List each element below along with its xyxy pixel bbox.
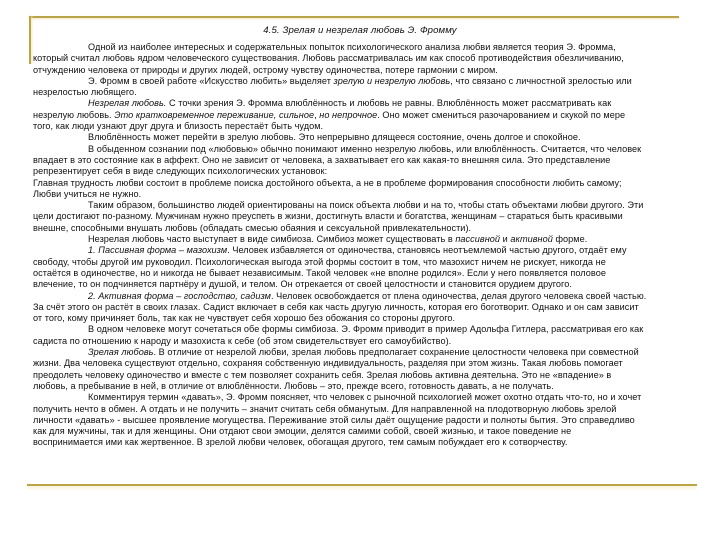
emphasis-text: 1. Пассивная форма – мазохизм <box>88 245 228 256</box>
emphasis-text: Зрелая любовь <box>88 347 154 358</box>
emphasis-text: зрелую и незрелую любовь <box>333 75 451 86</box>
text-run: воспринимается ими как жертвенное. В зрелой любви человек, обогащая другого, тем самым побуждает его к сотворчеству. <box>33 437 568 448</box>
document-title: 4.5. Зрелая и незрелая любовь Э. Фромму <box>263 25 457 36</box>
text-run: отчуждению человека от природы и других людей, острому чувству одиночества, потере гармонии с миром. <box>33 64 498 75</box>
text-line <box>33 87 695 98</box>
text-run: цели достигают по-разному. Мужчинам нужно преуспеть в жизни, достигнуть власти и богатства, женщинам – стараться быть красивыми <box>33 211 623 222</box>
text-line <box>33 155 695 166</box>
text-line <box>33 302 695 313</box>
text-run: от того, кому причиняет боль, так как не чувствует себя хорошо без обожания со стороны другого. <box>33 313 456 324</box>
text-line <box>33 279 695 290</box>
text-line <box>33 42 695 53</box>
text-run: незрелую любовь. <box>33 109 115 120</box>
text-run: . Человек освобождается от плена одиночества, делая другого человека своей частью. <box>270 290 647 301</box>
text-run: садиста по отношению к народу и мазохиста к себе (об этом свидетельствует его самоубийство). <box>33 335 452 346</box>
text-run: влечение, то он подчиняется партнёру и душой, и телом. Он отрекается от своей целостности и становится орудием другого. <box>33 279 572 290</box>
text-run: внешне, способными внушать любовь (обладать смесью обаяния и сексуальной привлекательности). <box>33 222 472 233</box>
text-run: Комментируя термин «давать», Э. Фромм поясняет, что человек с рыночной психологией может охотно отдать что-то, но и хочет <box>88 392 642 403</box>
emphasis-text: пассивной <box>455 234 501 245</box>
document-body <box>33 42 695 449</box>
frame-bottom-border <box>27 484 697 486</box>
text-run: Таким образом, большинство людей ориентированы на поиск объекта любви и на то, чтобы стать объектами любви другого. Эти <box>88 200 644 211</box>
text-line <box>33 166 695 177</box>
text-run: Любви учиться не нужно. <box>33 188 142 199</box>
text-run: В одном человеке могут сочетаться обе формы симбиоза. Э. Фромм приводит в пример Адольфа Гитлера, рассматривая его как <box>88 324 644 335</box>
text-line <box>33 76 695 87</box>
text-line <box>33 211 695 222</box>
frame-left-border <box>29 16 31 64</box>
text-line <box>33 53 695 64</box>
text-run: который считал любовь ядром человеческого существования. Любовь рассматривалась им как способ противодействия обезличиванию, <box>33 53 624 64</box>
text-line <box>33 189 695 200</box>
text-run: любовь, а пребывание в ней, в отличие от влюблённости. Любовь – это, прежде всего, готовность давать, а не получать. <box>33 380 554 391</box>
text-line <box>33 336 695 347</box>
text-run: Одной из наиболее интересных и содержательных попыток психологического анализа любви является теория Э. Фромма, <box>88 42 616 52</box>
text-run: . В отличие от незрелой любви, зрелая любовь предполагает сохранение целостности человека при совместной <box>153 347 639 358</box>
text-run: За счёт этого он растёт в своих глазах. Садист включает в себя как часть другую личность, которая его боготворит. Однако и он сам зависит <box>33 301 639 312</box>
text-line <box>33 404 695 415</box>
text-run: , <box>314 109 320 120</box>
text-line <box>33 65 695 76</box>
emphasis-text: 2. Активная форма – господство, садизм <box>88 290 271 301</box>
text-line <box>33 313 695 324</box>
text-line <box>33 392 695 403</box>
text-run: остаётся в одиночестве, но и никогда не бывает независимым. Такой человек «не вполне родился». Если у него появляется половое <box>33 267 606 278</box>
text-run: Влюблённость может перейти в зрелую любовь. Это непрерывно длящееся состояние, очень долгое и спокойное. <box>88 132 581 143</box>
text-run: Главная трудность любви состоит в проблеме поиска достойного объекта, а не в проблеме формирования способности любить самому; <box>33 177 622 188</box>
text-line <box>33 223 695 234</box>
text-line <box>33 358 695 369</box>
text-run: незрелостью любящего. <box>33 87 137 98</box>
text-line <box>33 234 695 245</box>
text-run: получить нечто в обмен. А отдать и не получить – значит считать себя обманутым. Для направленной на плодотворную любовь зрелой <box>33 403 617 414</box>
text-run: С точки зрения Э. Фромма влюблённость и любовь не равны. Влюблённость может рассматривать как <box>166 98 612 109</box>
text-run: того, как люди узнают друг друга и близость перестаёт быть чудом. <box>33 121 324 132</box>
text-line <box>33 347 695 358</box>
text-line <box>33 178 695 189</box>
text-run: свободу, чтобы другой им руководил. Психологическая выгода этой формы состоит в том, что мазохист ничем не рискует, никогда не <box>33 256 606 267</box>
frame-top-border <box>29 16 679 18</box>
text-line <box>33 437 695 448</box>
text-run: . Оно может смениться разочарованием и скукой по мере <box>377 109 626 120</box>
text-line <box>33 381 695 392</box>
text-run: как для мужчины, так и для женщины. Они отдают свои эмоции, делятся самими собой, своей жизнью, и такое поведение не <box>33 426 572 437</box>
text-run: форме. <box>552 234 588 245</box>
text-run: и <box>500 234 511 245</box>
text-run: В обыденном сознании под «любовью» обычно понимают именно незрелую любовь, или влюблённость. Считается, что человек <box>88 143 642 154</box>
text-run: жизни. Два человека существуют отдельно, сохраняя собственную индивидуальность, разделяя при этом жизнь. Такая любовь помогает <box>33 358 623 369</box>
text-line <box>33 121 695 132</box>
text-line <box>33 132 695 143</box>
text-line <box>33 245 695 256</box>
text-run: , что связано с личностной зрелостью или <box>450 75 632 86</box>
text-line <box>33 98 695 109</box>
emphasis-text: но непрочное <box>319 109 378 120</box>
text-line <box>33 144 695 155</box>
text-run: преодолеть человеку одиночество и вместе с тем позволяет сохранить себя. Зрелая любовь активна деятельна. Это не «впадение» в <box>33 369 612 380</box>
text-line <box>33 291 695 302</box>
emphasis-text: Это кратковременное переживание, сильное <box>114 109 315 120</box>
text-line <box>33 426 695 437</box>
text-line <box>33 257 695 268</box>
text-line <box>33 200 695 211</box>
text-line <box>33 415 695 426</box>
emphasis-text: активной <box>510 234 553 245</box>
text-run: репрезентирует себя в виде следующих психологических установок: <box>33 166 328 177</box>
text-line <box>33 370 695 381</box>
text-line <box>33 268 695 279</box>
text-run: . Человек избавляется от одиночества, становясь неотъемлемой частью другого, отдаёт ему <box>227 245 627 256</box>
text-line <box>33 110 695 121</box>
text-run: личности «давать» - высшее проявление могущества. Переживание этой силы даёт ощущение радости и полноты бытия. Это справедливо <box>33 414 635 425</box>
text-run: Незрелая любовь часто выступает в виде симбиоза. Симбиоз может существовать в <box>88 234 456 245</box>
text-line <box>33 324 695 335</box>
emphasis-text: Незрелая любовь. <box>88 98 167 109</box>
text-run: Э. Фромм в своей работе «Искусство любить» выделяет <box>88 75 334 86</box>
text-run: впадает в это состояние как в аффект. Оно не зависит от человека, а захватывает его как какая-то внешняя сила. Это представление <box>33 154 611 165</box>
